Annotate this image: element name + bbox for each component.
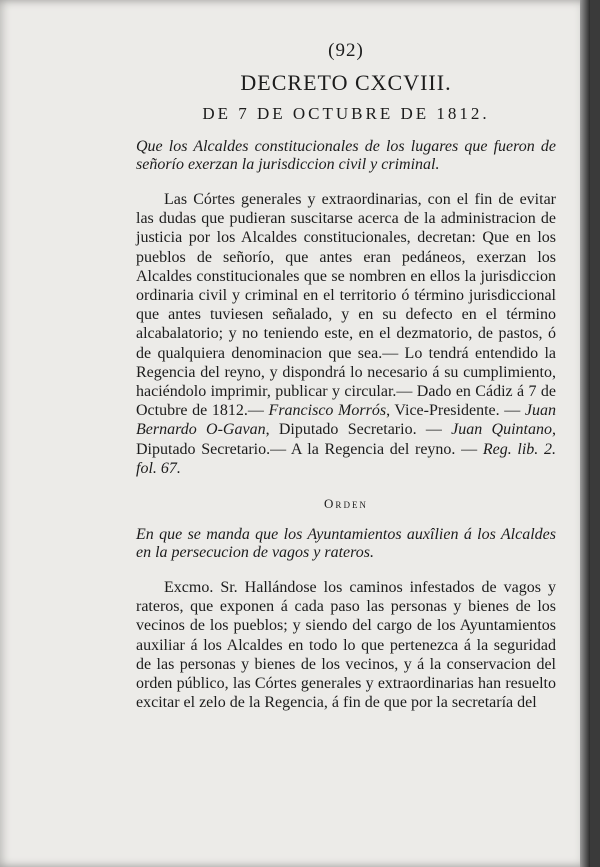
decree-title: DECRETO CXCVIII.	[240, 70, 452, 95]
decree-date: DE 7 DE OCTUBRE DE 1812.	[202, 104, 490, 123]
signer-3: Juan Quintano	[451, 421, 552, 439]
orden-heading: Orden	[324, 496, 368, 512]
registry-reference: Reg. lib. 2. fol. 67.	[136, 440, 557, 477]
decree-body	[136, 190, 556, 478]
signer-1: Francisco Morrós	[268, 402, 387, 420]
orden-summary: En que se manda que los Ayuntamientos auxîlien á los Alcaldes en la persecucion de vagos y rateros.	[136, 526, 556, 562]
page-content	[136, 40, 556, 730]
page-number: (92)	[328, 40, 364, 61]
signer-2: Juan Bernardo O-Gavan	[136, 402, 557, 439]
orden-body: Excmo. Sr. Hallándose los caminos infestados de vagos y rateros, que exponen á cada paso las personas y bienes de los vecinos de los pueblos; y siendo del cargo de los Ayuntamientos auxiliar á los Alcaldes en todo lo que pertenezca á la seguridad de las personas y bienes de los vecinos, y á la conservacion del orden público, las Córtes generales y extraordinarias han resuelto excitar el zelo de la Regencia, á fin de que por la secretaría del	[136, 579, 556, 712]
signer-2-role: , Diputado Secretario. —	[265, 421, 442, 439]
signer-3-role: , Diputado Secretario.— A la Regencia del reyno. —	[136, 421, 556, 458]
page-edge	[580, 0, 590, 867]
decree-body-main: Las Córtes generales y extraordinarias, con el fin de evitar las dudas que pudieran suscitarse acerca de la administracion de justicia por los Alcaldes constitucionales, decretan: Que en los pueblos de señorío, que antes eran pedáneos, exerzan los Alcaldes constitucionales que se nombren en ellos la jurisdiccion ordinaria civil y criminal en el territorio ó término jurisdiccional que antes tuviesen señalado, y en su defecto en el término alcabalatorio; y no teniendo este, en el dezmatorio, de pastos, ó de qualquiera denominacion que sea.— Lo tendrá entendido la Regencia del reyno, y dispondrá lo necesario á su cumplimiento, haciéndolo imprimir, publicar y circular.— Dado en Cádiz á 7 de Octubre de 1812.—	[136, 191, 556, 420]
signer-1-role: , Vice-Presidente. —	[386, 402, 521, 420]
decree-summary: Que los Alcaldes constitucionales de los lugares que fueron de señorío exerzan la jurisdiccion civil y criminal.	[136, 138, 556, 173]
